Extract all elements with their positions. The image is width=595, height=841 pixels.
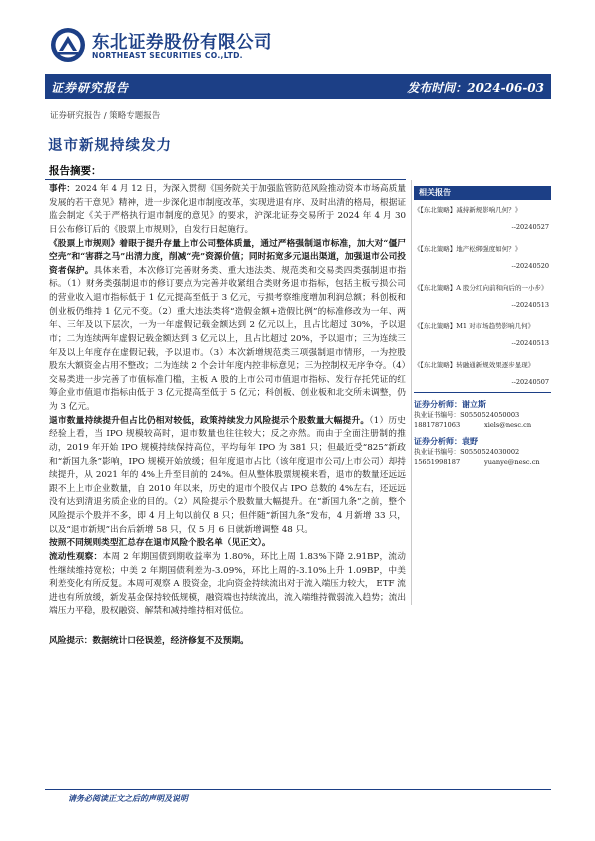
event-paragraph [49,183,406,238]
page-title: 退市新规持续发力 [48,137,172,154]
analyst-card [414,398,551,431]
summary-heading: 报告摘要： [49,165,102,177]
related-report-title[interactable]: 《【东北策略】转融通新规效果逐步显现》 [414,361,535,370]
related-report-date: --20240513 [511,300,549,309]
delisting-lead: 退市数量持续提升但占比仍相对较低，政策持续发力风险提示个股数量大幅提升。 [49,415,370,426]
related-report-title[interactable]: 《【东北策略】减持新规影响几何？》 [414,206,522,214]
publish-date: 发布时间：2024-06-03 [407,81,544,95]
related-report-title[interactable]: 《【东北策略】地产松绑强度如何？》 [414,244,522,253]
related-report-title[interactable]: 《【东北策略】M1 对市场趋势影响几何》 [414,322,535,331]
analyst-cert: 执业证书编号：S0550524050003 [414,411,520,419]
footer-disclaimer: 请务必阅读正文之后的声明及说明 [68,793,188,803]
related-report-item[interactable] [414,283,551,322]
summary-body [49,183,406,649]
sidebar-divider [411,180,412,605]
analyst-name: 证券分析师：谢立斯 [414,399,486,409]
risk-warning-text: 数据统计口径误差，经济修复不及预期。 [92,636,249,646]
company-logo-icon [50,27,86,63]
related-report-title[interactable]: 《【东北策略】A 股分红向前和向后的一小步》 [414,283,548,292]
rules-paragraph [49,238,406,415]
related-report-item[interactable] [414,205,551,244]
company-name-cn: 东北证券股份有限公司 [92,33,272,53]
analyst-card [414,435,551,468]
risk-list-lead: 按照不同规则类型汇总存在退市风险个股名单（见正文）。 [49,538,271,549]
footer-divider [45,789,551,790]
related-report-item[interactable] [414,360,551,399]
risk-list-paragraph [49,537,406,551]
breadcrumb: 证券研究报告 / 策略专题报告 [50,111,161,121]
rules-text: 具体来看，本次修订完善财务类、重大违法类、规范类和交易类四类强制退市指标。（1）财务类强制退市的修订要点为完善并收紧组合类财务退市指标，包括主板亏损公司的营业收入退市指标低于 1 亿元提高至低于 3 亿元，亏损考察维度增加利润总额；科创板和创业板仍维持 1 亿元不变。（2）重大违法类将“造假金额+造假比例”的标准修改为一年、两年、三年及以下层次，一为一年虚假记载金额达到 2 亿元以上，且占比超过 30%，予以退市；二为连续两年虚假记载金额达到 3 亿元以上，且占比超过 20%，予以退市；三为连续三年及以上年度存在虚假记载，予以退市。（3）本次新增规范类三项强制退市情形，一为控股股东大额资金占用不整改；二为连续 2 个会计年度内控非标意见；三为控制权无序争夺。（4）交易类进一步完善了市值标准门槛，主板 A 股的上市公司市值退市指标、发行存托凭证的红筹企业市值退市指标由低于 3 亿元提高至低于 5 亿元；科创板、创业板和北交所未调整，仍为 3 亿元。 [49,265,407,412]
report-type-label: 证券研究报告 [51,81,130,95]
analyst-cert: 执业证书编号：S0550524030002 [414,448,520,456]
liquidity-label: 流动性观察： [49,551,103,562]
event-text: 2024 年 4 月 12 日，为深入贯彻《国务院关于加强监管防范风险推动资本市场高质量发展的若干意见》精神，进一步深化退市制度改革，实现进退有序、及时出清的格局，根据证监会制定《关于严格执行退市制度的意见》的要求，沪深北证券交易所于 2024 年 4 月 30 日公布修订后的《股票上市规则》，自发行日起施行。 [49,184,407,235]
rules-lead: 《股票上市规则》着眼于提升存量上市公司整体质量，通过严格强制退市标准，加大对“僵尸空壳”和“害群之马”出清力度，削减“壳”资源价值；同时拓宽多元退出渠道，加强退市公司投资者保护。 [49,238,406,276]
risk-warning-label: 风险提示： [49,636,93,646]
analyst-name: 证券分析师：袁野 [414,436,478,446]
related-report-date: --20240513 [511,339,549,348]
related-reports-divider [414,392,551,393]
event-label: 事件： [49,184,76,194]
company-name-en: NORTHEAST SECURITIES CO.,LTD. [92,51,243,60]
delisting-paragraph [49,415,406,538]
related-report-date: --20240527 [511,223,549,231]
liquidity-paragraph [49,551,406,619]
related-report-item[interactable] [414,321,551,360]
related-reports-heading: 相关报告 [414,186,551,200]
analyst-email[interactable]: xiels@nesc.cn [484,421,532,430]
company-logo [50,27,280,67]
related-report-date: --20240507 [511,378,549,387]
related-report-item[interactable] [414,244,551,283]
delisting-text: （1）历史经验上看，当 IPO 规模较高时，退市数量也往往较大；反之亦然。而由于全面注册制的推动，2019 年开始 IPO 规模持续保持高位，平均每年 IPO 为 381 只；但最近受“825”新政和“新国九条”影响，IPO 规模开始放缓；但年度退市占比（该年度退市公司/上市公司）却持续提升，从 2021 年的 4%上升至目前的 24%。但从整体股票规模来看，退市的数量还远远跟不上上市企业数量，自 2010 年以来，历史的退市个股仅占 IPO 总数的 4%左右，还远远没有达到清退劣质企业的目的。（2）风险提示个股数量大幅提升。在“新国九条”之前，整个风险提示个股并不多，即 4 月上旬以前仅 8 只；但伴随“新国九条”发布，4 月新增 33 只，以及“退市新规”出台后新增 58 只，仅 5 月 6 日就新增调整 48 只。 [49,415,406,535]
analyst-email[interactable]: yuanye@nesc.cn [484,458,540,467]
related-report-date: --20240520 [511,261,549,270]
summary-divider [45,179,406,180]
spacer [49,619,406,635]
liquidity-text: 本周 2 年期国债到期收益率为 1.80%，环比上周 1.83%下降 2.91BP，流动性继续维持宽松；中美 2 年期国债利差为-3.09%，环比上周的-3.10%上升 1.09BP，中美利差变化有所反复。本周可观察 A 股资金，北向资金持续流出对于流入端压力较大， ETF 流进也有所放缓，新发基金保持较低规模，融资端也持续流出，流入端维持微弱流入趋势；流出端压力平稳，股权融资、解禁和减持维持相对低位。 [49,551,406,617]
risk-warning-paragraph [49,635,406,649]
related-reports-list [414,205,551,399]
analyst-phone: 18817871063 [414,421,461,430]
report-banner [45,74,551,99]
analyst-phone: 15651998187 [414,458,461,467]
